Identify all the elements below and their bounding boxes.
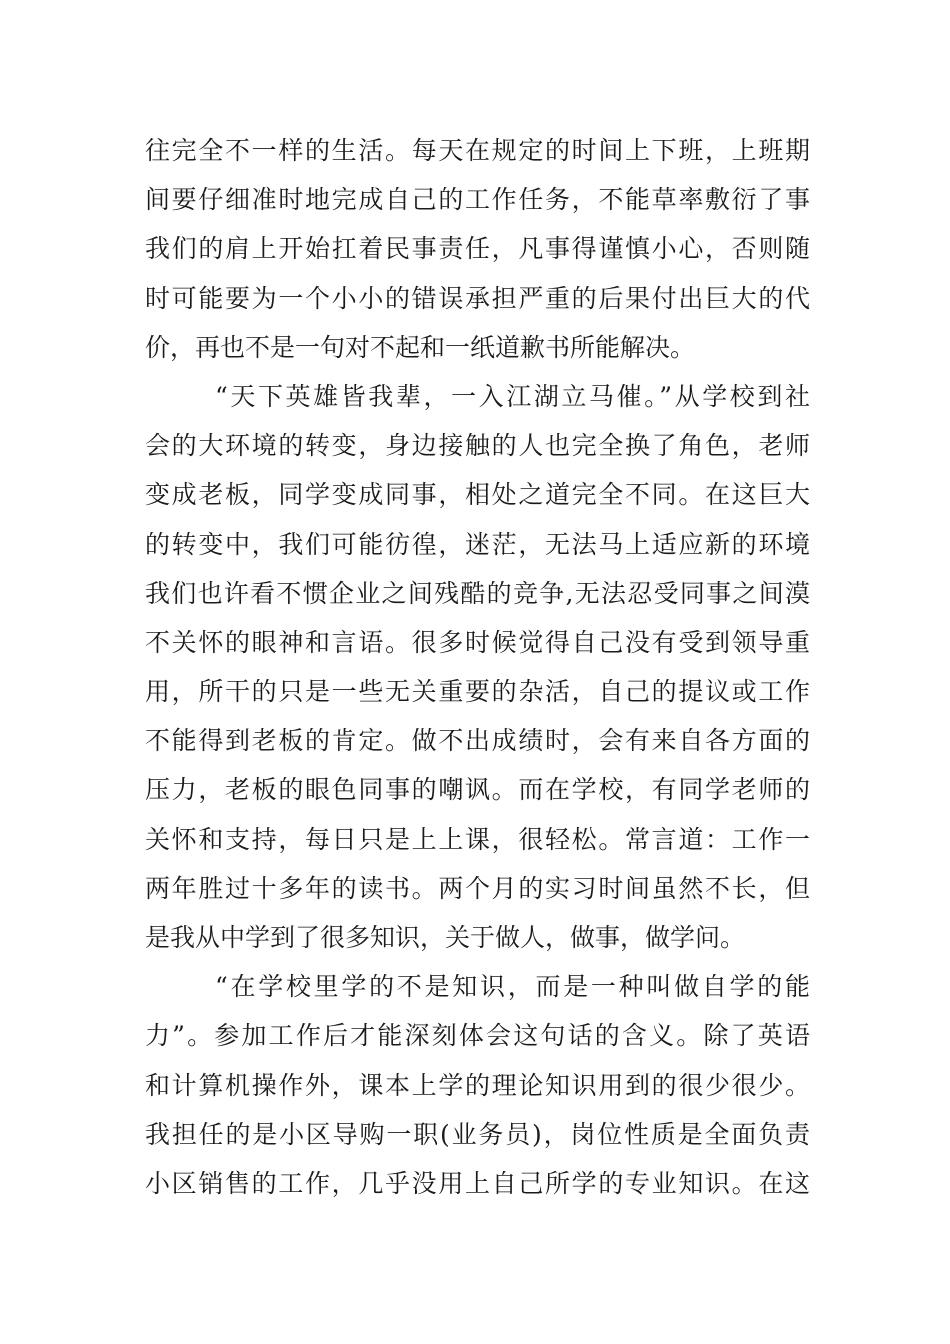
- text-line: 小区销售的工作，几乎没用上自己所学的专业知识。在这: [145, 1168, 810, 1198]
- text-line: 力”。参加工作后才能深刻体会这句话的含义。除了英语: [145, 1021, 810, 1051]
- text-line: 和计算机操作外，课本上学的理论知识用到的很少很少。: [145, 1070, 810, 1100]
- text-line: 的转变中，我们可能彷徨，迷茫，无法马上适应新的环境: [145, 529, 810, 559]
- text-line: 价，再也不是一句对不起和一纸道歉书所能解决。: [145, 332, 696, 362]
- text-line: “天下英雄皆我辈，一入江湖立马催。”从学校到社: [215, 381, 810, 411]
- text-line: “在学校里学的不是知识，而是一种叫做自学的能: [215, 972, 810, 1002]
- text-line: 变成老板，同学变成同事，相处之道完全不同。在这巨大: [145, 480, 810, 510]
- text-line: 往完全不一样的生活。每天在规定的时间上下班，上班期: [145, 136, 810, 165]
- document-body: [145, 126, 810, 1208]
- text-line: 压力，老板的眼色同事的嘲讽。而在学校，有同学老师的: [145, 775, 810, 805]
- text-line: 我们的肩上开始扛着民事责任，凡事得谨慎小心，否则随: [145, 234, 810, 264]
- text-line: 我们也许看不惯企业之间残酷的竞争,无法忍受同事之间漠: [145, 578, 810, 608]
- text-line: 是我从中学到了很多知识，关于做人，做事，做学问。: [145, 923, 746, 952]
- text-line: 间要仔细准时地完成自己的工作任务，不能草率敷衍了事: [145, 185, 810, 215]
- text-line: 关怀和支持，每日只是上上课，很轻松。常言道：工作一: [145, 824, 810, 854]
- text-line: 不关怀的眼神和言语。很多时候觉得自己没有受到领导重: [145, 627, 810, 657]
- text-line: 用，所干的只是一些无关重要的杂活，自己的提议或工作: [145, 677, 810, 707]
- text-line: 不能得到老板的肯定。做不出成绩时，会有来自各方面的: [145, 726, 810, 756]
- text-line: 会的大环境的转变，身边接触的人也完全换了角色，老师: [145, 431, 810, 461]
- text-line: 两年胜过十多年的读书。两个月的实习时间虽然不长，但: [145, 873, 810, 903]
- text-line: 时可能要为一个小小的错误承担严重的后果付出巨大的代: [145, 283, 810, 313]
- text-line: 我担任的是小区导购一职(业务员)，岗位性质是全面负责: [145, 1119, 810, 1149]
